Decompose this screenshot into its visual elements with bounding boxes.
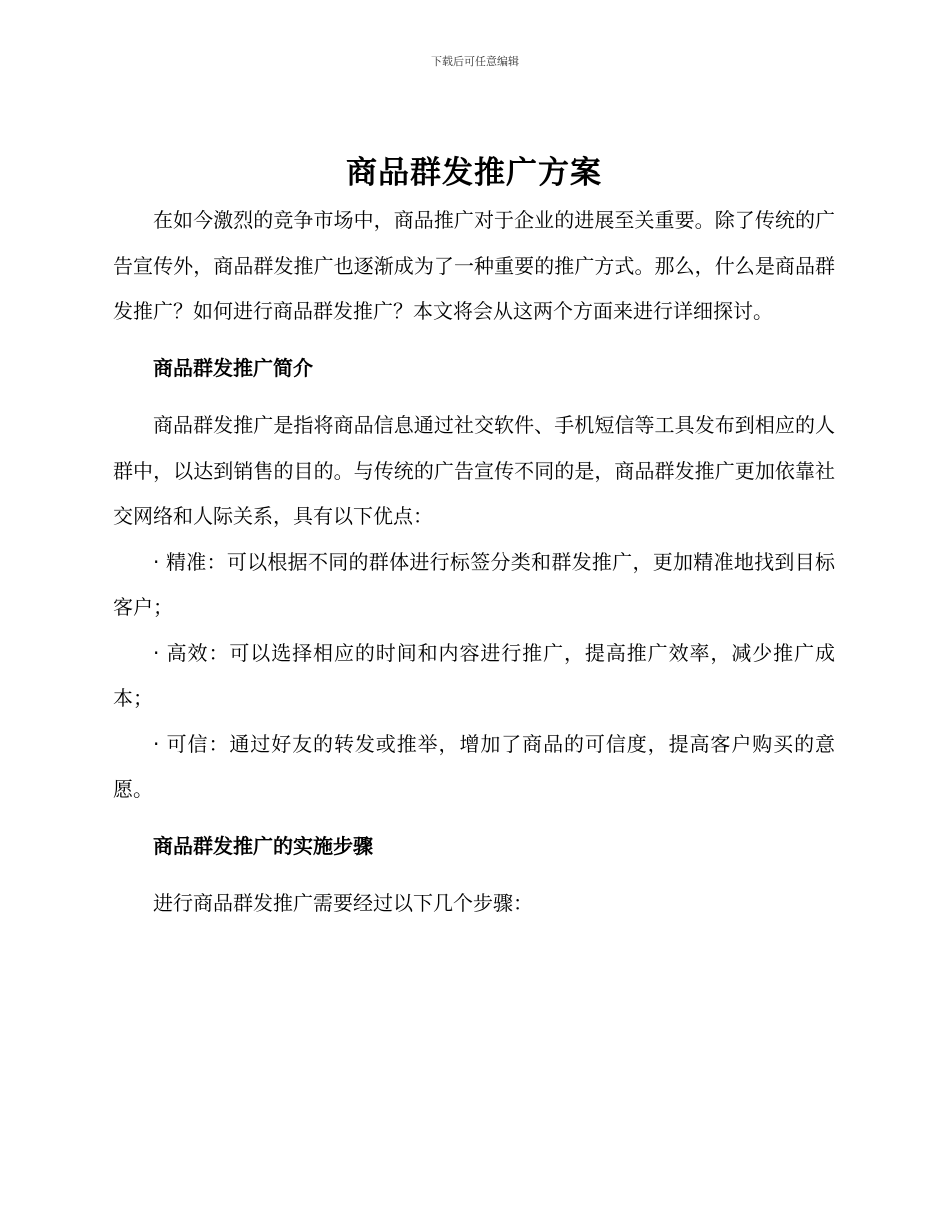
- document-body: [113, 148, 835, 927]
- header-note: 下载后可任意编辑: [431, 55, 519, 68]
- section-heading-intro: 商品群发推广简介: [153, 355, 313, 380]
- steps-intro-paragraph: 进行商品群发推广需要经过以下几个步骤：: [153, 891, 533, 915]
- bullet-item-precise: · 精准：可以根据不同的群体进行标签分类和群发推广，更加精准地找到目标客户；: [113, 549, 835, 619]
- intro-paragraph: 在如今激烈的竞争市场中，商品推广对于企业的进展至关重要。除了传统的广告宣传外，商品群发推广也逐渐成为了一种重要的推广方式。那么，什么是商品群发推广？如何进行商品群发推广？本文将会从这两个方面来进行详细探讨。: [113, 208, 835, 323]
- document-title: 商品群发推广方案: [346, 155, 602, 191]
- section-heading-steps: 商品群发推广的实施步骤: [153, 833, 373, 858]
- bullet-item-efficient: · 高效：可以选择相应的时间和内容进行推广，提高推广效率，减少推广成本；: [113, 640, 835, 710]
- bullet-item-trustworthy: · 可信：通过好友的转发或推举，增加了商品的可信度，提高客户购买的意愿。: [113, 731, 835, 801]
- section-intro-paragraph: 商品群发推广是指将商品信息通过社交软件、手机短信等工具发布到相应的人群中，以达到销售的目的。与传统的广告宣传不同的是，商品群发推广更加依靠社交网络和人际关系，具有以下优点：: [113, 413, 835, 528]
